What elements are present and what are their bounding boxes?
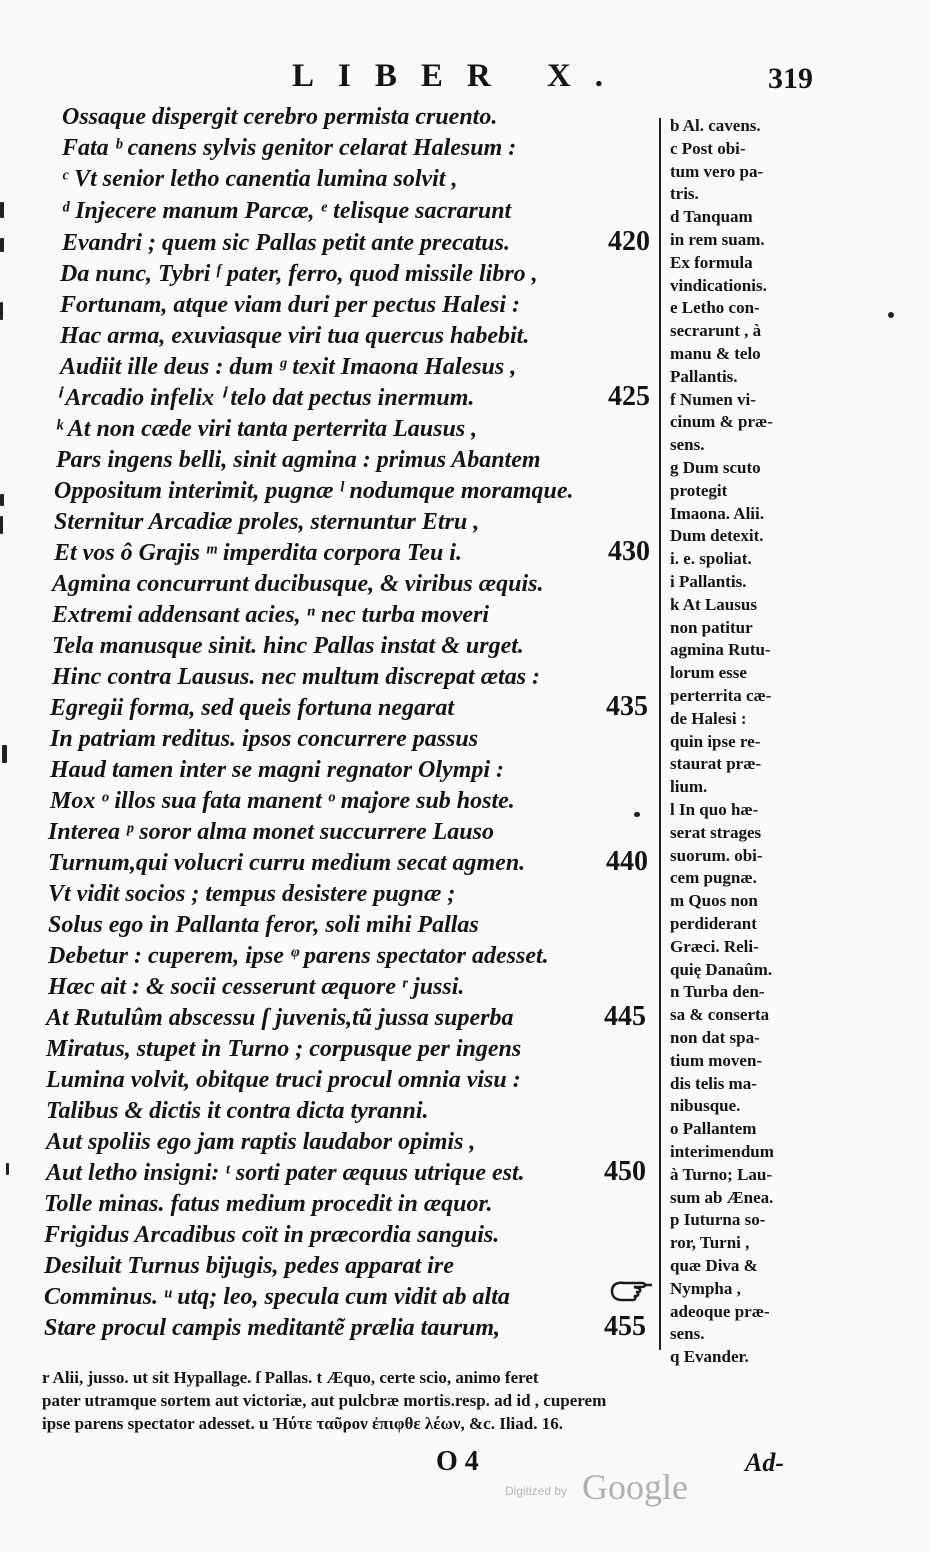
gutter-mark — [0, 302, 3, 320]
running-head-title: LIBER X. — [292, 58, 628, 94]
verse-line: Pars ingens belli, sinit agmina : primus Abantem — [56, 447, 541, 473]
margin-note-line: q Evander. — [670, 1347, 749, 1367]
verse-line: At Rutulûm abscessu ſ juvenis,tũ jussa superba — [46, 1005, 514, 1031]
margin-note-line: agmina Rutu- — [670, 640, 771, 660]
line-number: 450 — [604, 1156, 646, 1187]
footnote-line: r Alii, jusso. ut sit Hypallage. ſ Pallas. t Æquo, certe scio, animo feret — [42, 1368, 539, 1387]
line-number: 440 — [606, 846, 648, 877]
verse-line: Haud tamen inter se magni regnator Olympi : — [50, 757, 505, 783]
margin-note-line: tium moven- — [670, 1050, 763, 1070]
margin-note-line: quæ Diva & — [670, 1256, 758, 1275]
verse-line: ᶜ Vt senior letho canentia lumina solvit , — [62, 166, 458, 192]
verse-line: Et vos ô Grajis ᵐ imperdita corpora Teu⁠ i. — [54, 540, 462, 566]
margin-note-line: tris. — [670, 184, 699, 204]
verse-line: ᵈ Injecere manum Parcæ, ᵉ telisque sacrarunt — [62, 198, 512, 224]
verse-line: Extremi addensant acies, ⁿ nec turba moveri — [52, 602, 490, 628]
verse-line: Ossaque dispergit cerebro permista cruento. — [62, 104, 498, 130]
margin-note-line: o Pallantem — [670, 1119, 757, 1139]
verse-line: Lumina volvit, obitque truci procul omnia visu : — [46, 1067, 521, 1093]
verse-line: Aut spoliis ego jam raptis laudabor opimis , — [46, 1129, 476, 1155]
margin-note-line: suorum. obi- — [670, 845, 763, 865]
verse-line: Mox ᵒ illos sua fata manent ᵒ majore sub hoste. — [50, 788, 515, 814]
margin-note-line: perterrita cæ- — [670, 686, 772, 705]
margin-note-line: serat strages — [670, 822, 762, 842]
margin-note-line: Dum detexit. — [670, 526, 764, 546]
ink-speck — [634, 812, 640, 817]
verse-line: Desiluit Turnus bijugis, pedes apparat ire — [44, 1253, 454, 1279]
margin-note-line: tum vero pa- — [670, 161, 764, 181]
margin-note-line: Imaona. Alii. — [670, 503, 764, 523]
margin-note-line: p Iuturna so- — [670, 1210, 766, 1230]
margin-note-line: cinum & præ- — [670, 412, 773, 432]
margin-note-line: l In quo hæ- — [670, 800, 759, 819]
verse-line: Agmina concurrunt ducibusque, & viribus æquis. — [52, 571, 544, 597]
verse-line: Evandri ; quem sic Pallas petit ante precatus. — [62, 230, 510, 256]
margin-note-line: sa & conserta — [670, 1005, 770, 1025]
verse-line: Interea ᵖ soror alma monet succurrere Lauso — [48, 819, 494, 845]
margin-note-line: lium. — [670, 777, 708, 797]
margin-note-line: in rem suam. — [670, 230, 765, 249]
margin-note-line: Ex formula — [670, 252, 753, 272]
verse-line: Tolle minas. fatus medium procedit in æquor. — [44, 1191, 493, 1217]
margin-note-line: adeoque præ- — [670, 1301, 770, 1321]
verse-line: Fata ᵇ canens sylvis genitor celarat Halesum : — [62, 135, 517, 161]
margin-note-line: d Tanquam — [670, 207, 753, 227]
margin-note-line: ror, Turni , — [670, 1233, 750, 1253]
margin-note-line: quin ipse re- — [670, 731, 761, 751]
verse-line: Hæc ait : & socii cesserunt æquore ʳ jussi. — [48, 974, 465, 1000]
signature-mark: O 4 — [436, 1446, 479, 1477]
margin-note-line: n Turba den- — [670, 982, 765, 1002]
margin-note-line: sens. — [670, 1324, 705, 1344]
line-number: 430 — [608, 536, 650, 567]
gutter-mark — [2, 745, 7, 763]
margin-note-line: staurat præ- — [670, 754, 762, 774]
verse-line: Turnum,qui volucri curru medium secat agmen. — [48, 850, 526, 876]
margin-note-line: sum ab Ænea. — [670, 1187, 774, 1207]
line-number: 425 — [608, 381, 650, 412]
catchword: Ad- — [745, 1448, 784, 1477]
page-number: 319 — [768, 62, 813, 95]
verse-line: Vt vidit socios ; tempus desistere pugnæ ; — [48, 881, 456, 907]
verse-line: Tela manusque sinit. hinc Pallas instat & urget. — [52, 633, 524, 659]
gutter-mark — [0, 202, 4, 218]
google-logo: Google — [582, 1467, 688, 1507]
margin-note-line: c Post obi- — [670, 138, 746, 158]
footnote-line: pater utramque sortem aut victoriæ, aut pulcbræ mortis.resp. ad id , cuperem — [42, 1391, 607, 1410]
margin-note-line: Græci. Reli- — [670, 936, 759, 956]
verse-line: ᵏ At non cæde viri tanta perterrita Lausus , — [56, 416, 478, 442]
verse-line: Da nunc, Tybri ᶠ pater, ferro, quod missile libro , — [60, 261, 538, 287]
margin-note-line: quię Danaûm. — [670, 959, 773, 979]
verse-line: Comminus. ᵘ utq; leo, specula cum vidit ab alta — [44, 1284, 510, 1310]
margin-note-line: perdiderant — [670, 914, 757, 933]
gutter-mark — [0, 516, 3, 534]
margin-note-line: non dat spa- — [670, 1028, 760, 1047]
margin-note-line: manu & telo — [670, 344, 761, 363]
margin-note-line: i Pallantis. — [670, 572, 747, 591]
margin-note-line: f Numen vi- — [670, 389, 756, 409]
column-rule — [659, 118, 661, 1350]
margin-note-line: nibusque. — [670, 1096, 741, 1116]
verse-line: ⁱ Arcadio infelix ⁱ telo dat pectus inermum. — [56, 385, 475, 411]
margin-note-line: non patitur — [670, 617, 753, 637]
line-number: 420 — [608, 226, 650, 257]
verse-line: Stare procul campis meditantẽ prælia taurum, — [44, 1315, 501, 1341]
margin-note-line: m Quos non — [670, 891, 758, 911]
verse-line: Debetur : cuperem, ipse ᵠ parens spectator adesset. — [48, 943, 549, 969]
line-number: 435 — [606, 691, 648, 722]
verse-line: In patriam reditus. ipsos concurrere passus — [50, 726, 479, 752]
margin-note-line: vindicationis. — [670, 275, 767, 295]
verse-line: Solus ego in Pallanta feror, soli mihi Pallas — [48, 912, 479, 938]
verse-line: Egregii forma, sed queis fortuna negarat — [50, 695, 455, 721]
verse-line: Aut letho insigni: ᵗ sorti pater æquus utrique est. — [46, 1160, 525, 1186]
manicule-icon — [608, 1278, 654, 1304]
margin-note-line: protegit — [670, 480, 728, 500]
verse-line: Audiit ille deus : dum ᵍ texit Imaona Halesus , — [60, 354, 517, 380]
verse-line: Oppositum interimit, pugnæ ˡ nodumque moramque. — [54, 478, 574, 504]
margin-note-line: k At Lausus — [670, 594, 757, 614]
margin-note-line: Pallantis. — [670, 366, 738, 386]
footnote-line: ipse parens spectator adesset. u Ἠύτε ταῦρον ἐπιφθε λέων, &c. Iliad. 16. — [42, 1414, 563, 1433]
margin-note-line: Nympha , — [670, 1278, 741, 1298]
verse-line: Frigidus Arcadibus coït in præcordia sanguis. — [44, 1222, 500, 1248]
margin-note-line: i. e. spoliat. — [670, 549, 752, 569]
gutter-mark — [0, 494, 4, 506]
margin-note-line: sens. — [670, 435, 705, 455]
verse-line: Fortunam, atque viam duri per pectus Halesi : — [60, 292, 521, 318]
margin-note-line: e Letho con- — [670, 298, 760, 318]
ink-speck — [888, 312, 894, 318]
margin-note-line: de Halesi : — [670, 708, 747, 728]
margin-note-line: b Al. cavens. — [670, 116, 761, 135]
verse-line: Hac arma, exuviasque viri tua quercus habebit. — [60, 323, 530, 349]
digitized-by-label: Digitized by — [505, 1484, 568, 1498]
verse-line: Sternitur Arcadiæ proles, sternuntur Etru⁠ , — [54, 509, 480, 535]
verse-line: Hinc contra Lausus. nec multum discrepat ætas : — [52, 664, 541, 690]
margin-note-line: g Dum scuto — [670, 458, 761, 477]
line-number: 445 — [604, 1001, 646, 1032]
margin-note-line: secrarunt , à — [670, 321, 762, 341]
verse-line: Miratus, stupet in Turno ; corpusque per ingens — [46, 1036, 522, 1062]
gutter-mark — [6, 1163, 9, 1175]
verse-line: Talibus & dictis it contra dicta tyranni. — [46, 1098, 429, 1124]
margin-note-line: lorum esse — [670, 663, 747, 683]
margin-note-line: dis telis ma- — [670, 1073, 757, 1093]
margin-note-line: interimendum — [670, 1142, 774, 1161]
margin-note-line: à Turno; Lau- — [670, 1164, 773, 1184]
margin-note-line: cem pugnæ. — [670, 868, 757, 888]
gutter-mark — [0, 238, 4, 252]
line-number: 455 — [604, 1311, 646, 1342]
